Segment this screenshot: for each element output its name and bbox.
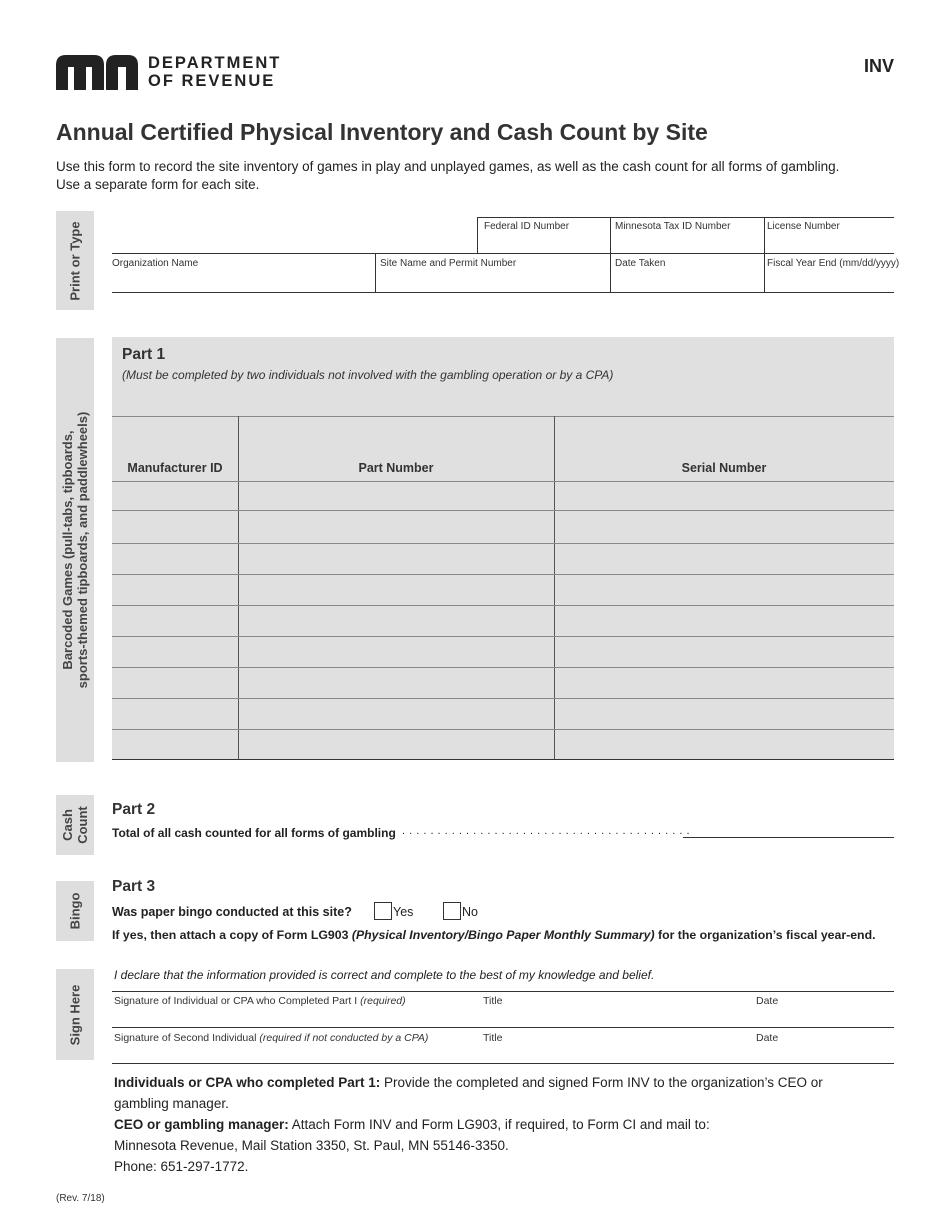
dot-leader: . . . . . . . . . . . . . . . . . . . . . . . . . . . . . . . . . . . . . . . . . [402,825,691,837]
mn-logo-icon [56,55,138,90]
date-1-field[interactable]: Date [756,995,779,1007]
tab-cash-count: Cash Count [56,795,94,855]
intro-text: Use this form to record the site inventory of games in play and unplayed games, as well as the cash count for all forms of gambling. Use a separate form for each site. [56,159,840,192]
declaration-text: I declare that the information provided is correct and complete to the best of my knowledge and belief. [114,968,655,982]
no-checkbox[interactable] [443,902,461,920]
col-part-number: Part Number [358,461,434,475]
divider [375,253,376,292]
date-taken-field[interactable]: Date Taken [615,258,666,269]
col-manufacturer-id: Manufacturer ID [127,461,223,475]
signature-1-field[interactable]: Signature of Individual or CPA who Completed Part I (required) [114,995,406,1007]
divider [112,1027,894,1028]
organization-name-field[interactable]: Organization Name [112,258,199,269]
title-2-field[interactable]: Title [483,1032,503,1044]
no-label: No [462,905,478,919]
mn-tax-id-field[interactable]: Minnesota Tax ID Number [615,221,731,232]
fiscal-year-end-field[interactable]: Fiscal Year End (mm/dd/yyyy) [767,258,900,269]
bingo-note: If yes, then attach a copy of Form LG903 (Physical Inventory/Bingo Paper Monthly Summary) for the organization’s fiscal year-end. [112,928,876,942]
col-serial-number: Serial Number [681,461,767,475]
divider [477,217,894,218]
license-number-field[interactable]: License Number [767,221,840,232]
cash-total-label: Total of all cash counted for all forms of gambling [112,826,396,840]
revision-date: (Rev. 7/18) [56,1193,105,1204]
yes-checkbox[interactable] [374,902,392,920]
department-name: DEPARTMENT OF REVENUE [148,54,282,90]
part3-heading: Part 3 [112,878,156,895]
yes-label: Yes [393,905,414,919]
divider [610,217,611,292]
site-name-field[interactable]: Site Name and Permit Number [380,258,517,269]
cash-total-field[interactable] [683,837,894,838]
bingo-question: Was paper bingo conducted at this site? [112,905,352,919]
date-2-field[interactable]: Date [756,1032,779,1044]
tab-print-or-type: Print or Type [56,211,94,310]
tab-bingo: Bingo [56,881,94,941]
divider [112,1063,894,1064]
part2-heading: Part 2 [112,801,156,818]
tab-barcoded-games: Barcoded Games (pull-tabs, tipboards, sports-themed tipboards, and paddlewheels) [56,338,94,762]
divider [477,217,478,253]
form-code: INV [863,56,894,76]
signature-2-field[interactable]: Signature of Second Individual (required if not conducted by a CPA) [114,1032,429,1044]
federal-id-field[interactable]: Federal ID Number [484,221,570,232]
page-title: Annual Certified Physical Inventory and Cash Count by Site [56,119,708,145]
instructions: Individuals or CPA who completed Part 1: Provide the completed and signed Form INV to the organization’s CEO or gambling manager. CEO or gambling manager: Attach Form INV and Form LG903, if required, to Form CI and mail to: Minnesota Revenue, Mail Station 3350, St. Paul, MN 55146-3350. Phone: 651-297-1772. [114,1075,823,1174]
part1-subheading: (Must be completed by two individuals not involved with the gambling operation or by a CPA) [122,368,614,382]
divider [112,253,894,254]
tab-sign-here: Sign Here [56,969,94,1060]
divider [112,292,894,293]
title-1-field[interactable]: Title [483,995,503,1007]
part1-heading: Part 1 [122,346,166,363]
part1-table [112,337,894,760]
divider [112,991,894,992]
divider [764,217,765,292]
